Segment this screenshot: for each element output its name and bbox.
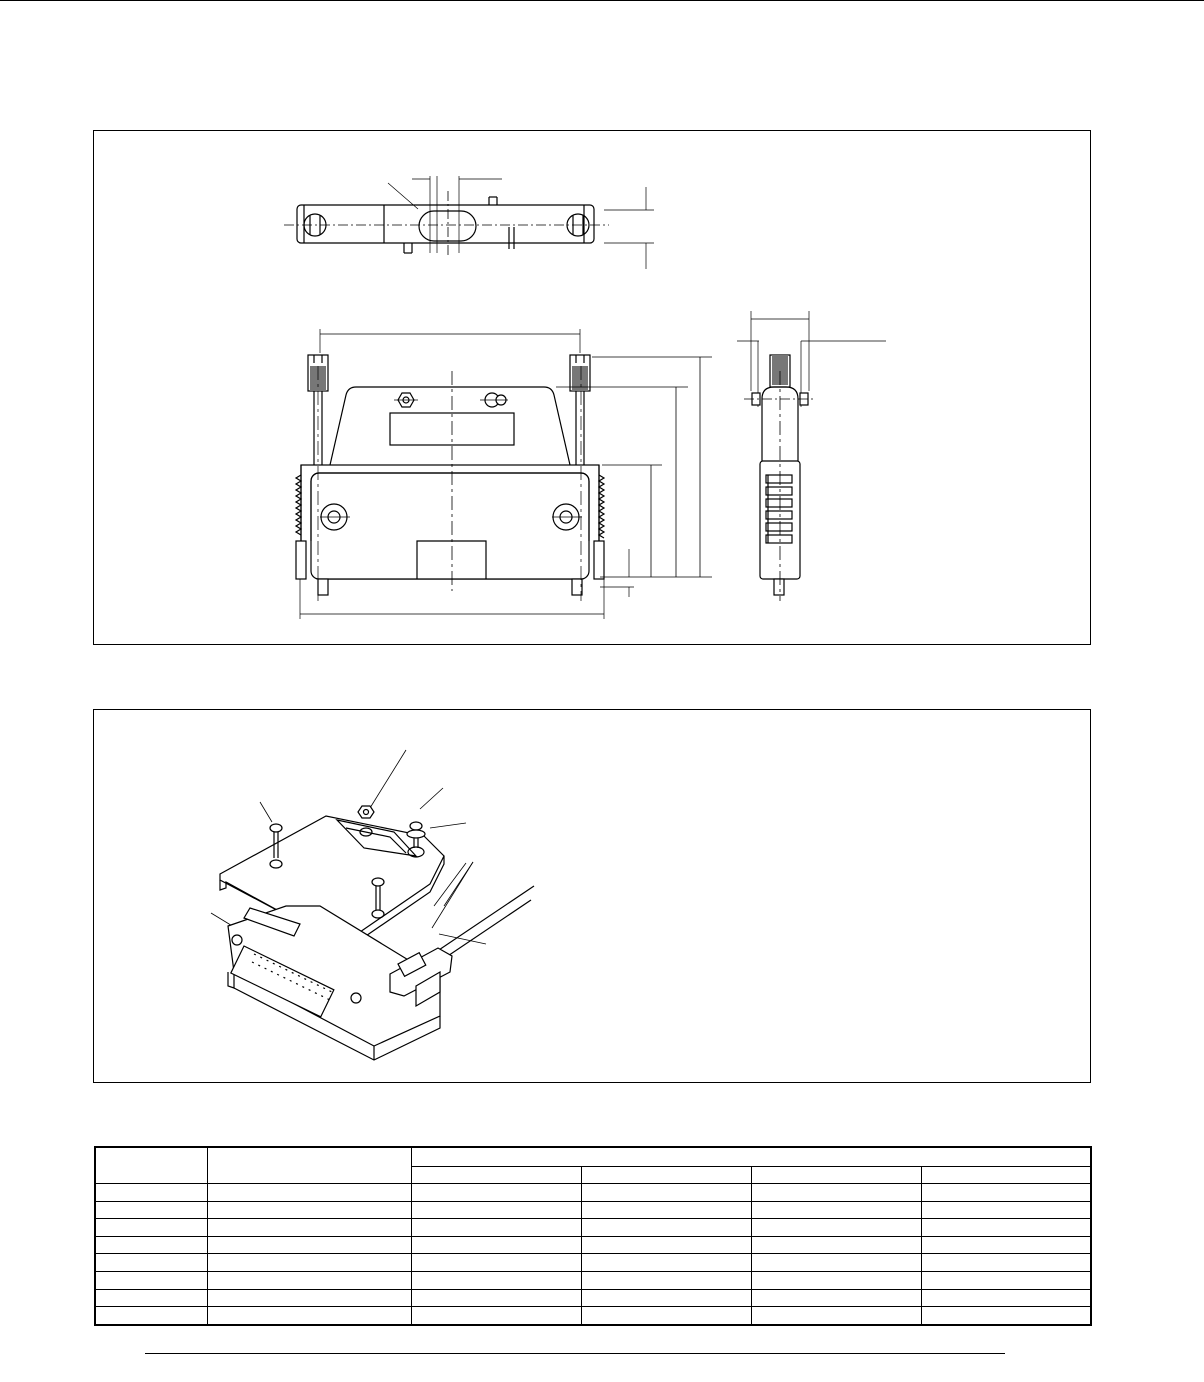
table-cell	[411, 1219, 581, 1237]
table-cell	[921, 1201, 1091, 1219]
table-cell	[95, 1307, 207, 1325]
table-cell	[411, 1184, 581, 1202]
table-cell	[411, 1254, 581, 1272]
front-view	[296, 329, 712, 619]
table-cell	[751, 1254, 921, 1272]
table-cell	[921, 1307, 1091, 1325]
table-row	[95, 1307, 1091, 1325]
table-cell	[751, 1201, 921, 1219]
table-cell	[95, 1236, 207, 1254]
table-cell	[411, 1289, 581, 1307]
top-rule	[0, 0, 1204, 1]
table-header-row	[95, 1147, 1091, 1167]
table-row	[95, 1236, 1091, 1254]
table-cell	[207, 1307, 411, 1325]
table-cell	[751, 1184, 921, 1202]
table-row	[95, 1254, 1091, 1272]
table-cell	[921, 1236, 1091, 1254]
table-cell	[207, 1254, 411, 1272]
table-cell	[411, 1201, 581, 1219]
table-cell	[95, 1219, 207, 1237]
side-view	[737, 311, 886, 601]
table-subheader-cell	[581, 1167, 751, 1184]
table-cell	[207, 1272, 411, 1290]
table-cell	[921, 1272, 1091, 1290]
bottom-rule	[145, 1353, 1005, 1354]
table-cell	[921, 1219, 1091, 1237]
table-cell	[751, 1272, 921, 1290]
table-cell	[207, 1289, 411, 1307]
table-cell	[581, 1201, 751, 1219]
table-cell	[411, 1272, 581, 1290]
table-cell	[581, 1184, 751, 1202]
dimension-drawing-panel	[93, 130, 1091, 645]
table-cell	[581, 1219, 751, 1237]
assembly-drawing-panel	[93, 709, 1091, 1083]
table-cell	[95, 1254, 207, 1272]
table-cell	[95, 1289, 207, 1307]
table-row	[95, 1289, 1091, 1307]
table-subheader-cell	[751, 1167, 921, 1184]
assembly-illustration	[211, 750, 534, 1060]
table-cell	[95, 1184, 207, 1202]
table-group-header	[411, 1147, 1091, 1167]
top-view	[284, 176, 654, 269]
spec-table	[94, 1146, 1092, 1326]
table-cell	[751, 1219, 921, 1237]
table-cell	[921, 1254, 1091, 1272]
table-cell	[207, 1236, 411, 1254]
table-cell	[751, 1289, 921, 1307]
table-cell	[411, 1236, 581, 1254]
table-header-cell	[95, 1147, 207, 1184]
table-row	[95, 1272, 1091, 1290]
table-cell	[921, 1184, 1091, 1202]
table-subheader-cell	[411, 1167, 581, 1184]
table-cell	[581, 1254, 751, 1272]
table-cell	[581, 1307, 751, 1325]
table-cell	[95, 1201, 207, 1219]
table-cell	[207, 1201, 411, 1219]
table-cell	[581, 1236, 751, 1254]
table-row	[95, 1184, 1091, 1202]
table-cell	[921, 1289, 1091, 1307]
table-cell	[751, 1307, 921, 1325]
table-cell	[581, 1289, 751, 1307]
table-cell	[95, 1272, 207, 1290]
table-header-cell	[207, 1147, 411, 1184]
table-cell	[207, 1219, 411, 1237]
table-cell	[581, 1272, 751, 1290]
table-cell	[751, 1236, 921, 1254]
table-cell	[207, 1184, 411, 1202]
table-row	[95, 1219, 1091, 1237]
table-row	[95, 1201, 1091, 1219]
table-cell	[411, 1307, 581, 1325]
table-subheader-cell	[921, 1167, 1091, 1184]
